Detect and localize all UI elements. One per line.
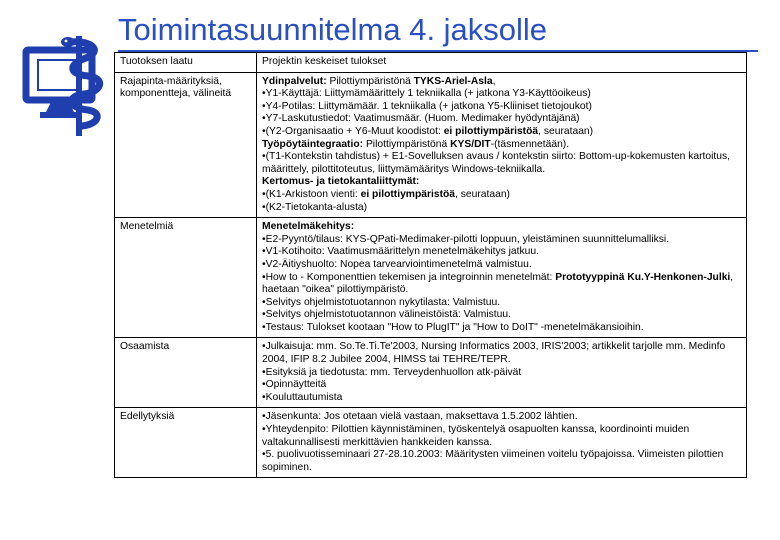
text-segment: •Selvitys ohjelmistotuotannon nykytilasta: Valmistuu.	[262, 296, 501, 308]
text-segment: •Jäsenkunta: Jos otetaan vielä vastaan, maksettava 1.5.2002 lähtien.	[262, 411, 578, 423]
bold-text: Työpöytäintegraatio:	[262, 138, 366, 150]
text-segment: •Kouluttautumista	[262, 391, 343, 403]
result-line	[262, 392, 741, 405]
text-segment: •Testaus: Tulokset kootaan "How to PlugIT" ja "How to DoIT" -menetelmäkansioihin.	[262, 321, 644, 333]
text-segment: Pilottiympäristönä	[365, 138, 451, 150]
medical-monitor-logo-icon	[16, 32, 116, 140]
table-row	[115, 408, 747, 478]
bold-text: ei pilottiympäristöä	[443, 125, 539, 137]
result-line	[262, 411, 741, 424]
result-line	[262, 246, 741, 259]
text-segment: , seurataan)	[455, 188, 510, 200]
text-segment: •Selvitys ohjelmistotuotannon välineistöistä: Valmistuu.	[262, 309, 511, 321]
table-row	[115, 218, 747, 338]
result-line	[262, 126, 741, 139]
result-line	[262, 76, 741, 89]
result-line	[262, 176, 741, 189]
result-line	[262, 379, 741, 392]
table-header-row	[115, 53, 747, 73]
text-segment: •Opinnäytteitä	[262, 379, 327, 391]
plan-table	[114, 52, 747, 478]
result-line	[262, 424, 741, 449]
text-segment: •(K2-Tietokanta-alusta)	[262, 201, 368, 213]
text-segment: •Julkaisuja: mm. So.Te.Ti.Te'2003, Nursing Informatics 2003, IRIS'2003; artikkelit tarjolle mm. Medinfo 2004, IFIP 8.2 Jubilee 2004, HIMSS tai TEHRE/TEPR.	[262, 341, 726, 366]
result-line	[262, 367, 741, 380]
result-line	[262, 189, 741, 202]
text-segment: •Y4-Potilas: Liittymämäär. 1 tekniikalla (+ jatkona Y5-Kliiniset tietojoukot)	[262, 100, 592, 112]
row-results	[257, 338, 747, 408]
header-key-results: Projektin keskeiset tulokset	[257, 53, 747, 73]
result-line	[262, 341, 741, 366]
header-output-type: Tuotoksen laatu	[115, 53, 257, 73]
row-results	[257, 408, 747, 478]
result-line	[262, 259, 741, 272]
text-segment: •(Y2-Organisaatio + Y6-Muut koodistot:	[262, 125, 444, 137]
result-line	[262, 113, 741, 126]
row-label: Edellytyksiä	[115, 408, 257, 478]
bold-text: Menetelmäkehitys:	[262, 221, 355, 233]
result-line	[262, 221, 741, 234]
result-line	[262, 322, 741, 335]
text-segment: •Esityksiä ja tiedotusta: mm. Terveydenhuollon atk-päivät	[262, 366, 522, 378]
row-label: Rajapinta-määrityksiä, komponentteja, välineitä	[115, 72, 257, 218]
row-label: Menetelmiä	[115, 218, 257, 338]
result-line	[262, 234, 741, 247]
result-line	[262, 297, 741, 310]
text-segment: •Yhteydenpito: Pilottien käynnistäminen, työskentelyä osapuolten kanssa, koordinointi muiden valtakunnallisesti merkittävien hankkeiden kanssa.	[262, 424, 690, 448]
text-segment: •(T1-Kontekstin tahdistus) + E1-Sovelluksen avaus / kontekstin siirto: Bottom-up-kokemusten kartoitus, määrittely, pilottitoteutus, liittymämääritys Windows-tekniikalla.	[262, 151, 731, 175]
text-segment: , seurataan)	[538, 125, 594, 137]
text-segment: •How to - Komponenttien tekemisen ja integroinnin menetelmät:	[262, 271, 556, 283]
result-line	[262, 272, 741, 297]
text-segment: •E2-Pyyntö/tilaus: KYS-QPati-Medimaker-pilotti loppuun, yleistäminen suunnittelumalliksi.	[262, 233, 670, 245]
text-segment: •Y7-Laskutustiedot: Vaatimusmäär. (Huom. Medimaker hyödyntäjänä)	[262, 113, 580, 125]
row-label: Osaamista	[115, 338, 257, 408]
bold-text: ei pilottiympäristöä	[360, 188, 456, 200]
result-line	[262, 202, 741, 215]
bold-text: TYKS-Ariel-Asla	[413, 75, 493, 87]
text-segment: -(täsmennetään).	[490, 138, 570, 150]
text-segment: •V1-Kotihoito: Vaatimusmäärittelyn menetelmäkehitys jatkuu.	[262, 246, 539, 258]
table-row	[115, 72, 747, 218]
row-results	[257, 218, 747, 338]
text-segment: •Y1-Käyttäjä: Liittymämäärittely 1 tekniikalla (+ jatkona Y3-Käyttöoikeus)	[262, 88, 591, 100]
bold-text: Ydinpalvelut:	[262, 75, 330, 87]
text-segment: , haetaan "oikea" pilottiympäristö.	[262, 271, 734, 296]
text-segment: •(K1-Arkistoon vienti:	[262, 188, 361, 200]
text-segment: •V2-Äitiyshuolto: Nopea tarvearviointimenetelmä valmistuu.	[262, 258, 532, 270]
bold-text: Prototyyppinä Ku.Y-Henkonen-Julki	[555, 271, 731, 283]
result-line	[262, 309, 741, 322]
text-segment: Pilottiympäristönä	[329, 75, 414, 87]
slide-title: Toimintasuunnitelma 4. jaksolle	[118, 12, 548, 47]
text-segment: •5. puolivuotisseminaari 27-28.10.2003: Määritysten viimeinen voitelu työpajoissa. Viimeisten pilottien sopiminen.	[262, 449, 724, 473]
result-line	[262, 449, 741, 474]
result-line	[262, 101, 741, 114]
text-segment: ,	[492, 75, 496, 87]
table-row	[115, 338, 747, 408]
bold-text: Kertomus- ja tietokantaliittymät:	[262, 176, 420, 188]
result-line	[262, 139, 741, 152]
result-line	[262, 151, 741, 176]
result-line	[262, 88, 741, 101]
row-results	[257, 72, 747, 218]
bold-text: KYS/DIT	[450, 138, 491, 150]
